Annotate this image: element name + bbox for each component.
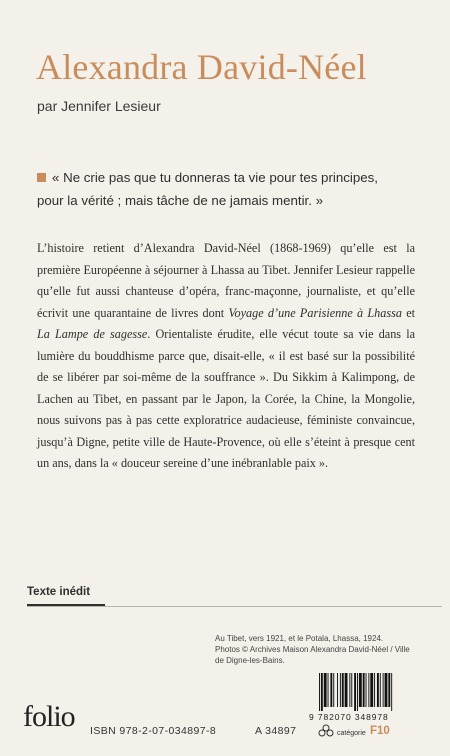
barcode-bar [324, 673, 327, 707]
square-bullet-icon [37, 173, 46, 182]
blurb-part-3: . Orientaliste érudite, elle vécut toute sa vie dans la lumière du bouddhisme parce que, disait-elle, « il est basé sur la possibilité de se libérer par soi-même de la souffrance ». Du Sikkim à Kalimpong, de Lachen au Tibet, en passant par le Japon, la Corée, la Chine, la Mongolie, nous suivons pas à pas cette exploratrice audacieuse, féministe convaincue, jusqu’à Digne, petite ville de Haute-Provence, où elle s’éteint à presque cent un ans, dans la « douceur sereine d’une inébranlable paix ». [37, 327, 415, 470]
epigraph-quote [37, 166, 437, 212]
isbn: ISBN 978-2-07-034897-8 [90, 725, 217, 737]
blurb [37, 238, 415, 475]
barcode-bar [383, 673, 384, 707]
divider-line [27, 606, 442, 607]
barcode-bar [388, 673, 390, 707]
quote-line-2: pour la vérité ; mais tâche de ne jamais mentir. » [37, 193, 324, 208]
barcode-bar [330, 673, 332, 707]
barcode-bar [354, 673, 356, 711]
book-title: Alexandra David-Néel [36, 47, 367, 87]
barcode-bar [319, 673, 320, 711]
credit-line-2: Photos © Archives Maison Alexandra David-Néel / Ville [215, 645, 410, 654]
barcode-bar [357, 673, 358, 711]
barcode-bar [340, 673, 341, 707]
photo-credit [215, 633, 430, 666]
barcode-bar [345, 673, 348, 707]
barcode-bar [337, 673, 338, 707]
barcode-bar [368, 673, 369, 707]
barcode-bar [363, 673, 365, 707]
credit-line-3: de Digne-les-Bains. [215, 656, 285, 665]
category-code: F10 [370, 725, 390, 737]
barcode-bar [366, 673, 367, 707]
barcode-bar [351, 673, 352, 707]
blurb-part-1: L’histoire retient d’Alexandra David-Néel (1868-1969) qu’elle est la première Européenne à séjourner à Lhassa au Tibet. Jennifer Lesieur rappelle qu’elle fut aussi chanteuse d’opéra, franc-maçonne, journaliste, et qu’elle écrivit une quarantaine de livres dont [37, 241, 415, 320]
barcode-bar [328, 673, 329, 707]
barcode-bar [359, 673, 362, 707]
flower-icon [318, 724, 334, 738]
blurb-part-2: et [401, 305, 415, 320]
texte-inedit-label: Texte inédit [27, 586, 91, 598]
barcode-bar [385, 673, 388, 707]
category-label: catégorie [337, 730, 366, 737]
blurb-paragraph [37, 238, 415, 475]
barcode-bar [349, 673, 350, 707]
barcode-bar [391, 673, 392, 711]
publisher-logo: folio [23, 700, 75, 733]
barcode-bar [377, 673, 379, 707]
barcode-digits: 9 782070 348978 [309, 712, 389, 722]
barcode-bar [333, 673, 334, 707]
catalog-number: A 34897 [255, 725, 297, 737]
quote-line-1: « Ne crie pas que tu donneras ta vie pour tes principes, [52, 170, 378, 185]
barcode-bar [374, 673, 375, 707]
book-title-lampe: La Lampe de sagesse [37, 327, 148, 341]
label-underline [27, 604, 105, 606]
barcode-bar [370, 673, 373, 707]
barcode [309, 673, 432, 721]
barcode-bars [309, 673, 432, 711]
credit-line-1: Au Tibet, vers 1921, et le Potala, Lhassa, 1924. [215, 634, 384, 643]
barcode-bar [321, 673, 323, 711]
author-line: par Jennifer Lesieur [37, 98, 161, 114]
book-title-voyage: Voyage d’une Parisienne à Lhassa [228, 305, 402, 320]
barcode-bar [380, 673, 381, 707]
barcode-bar [342, 673, 344, 707]
